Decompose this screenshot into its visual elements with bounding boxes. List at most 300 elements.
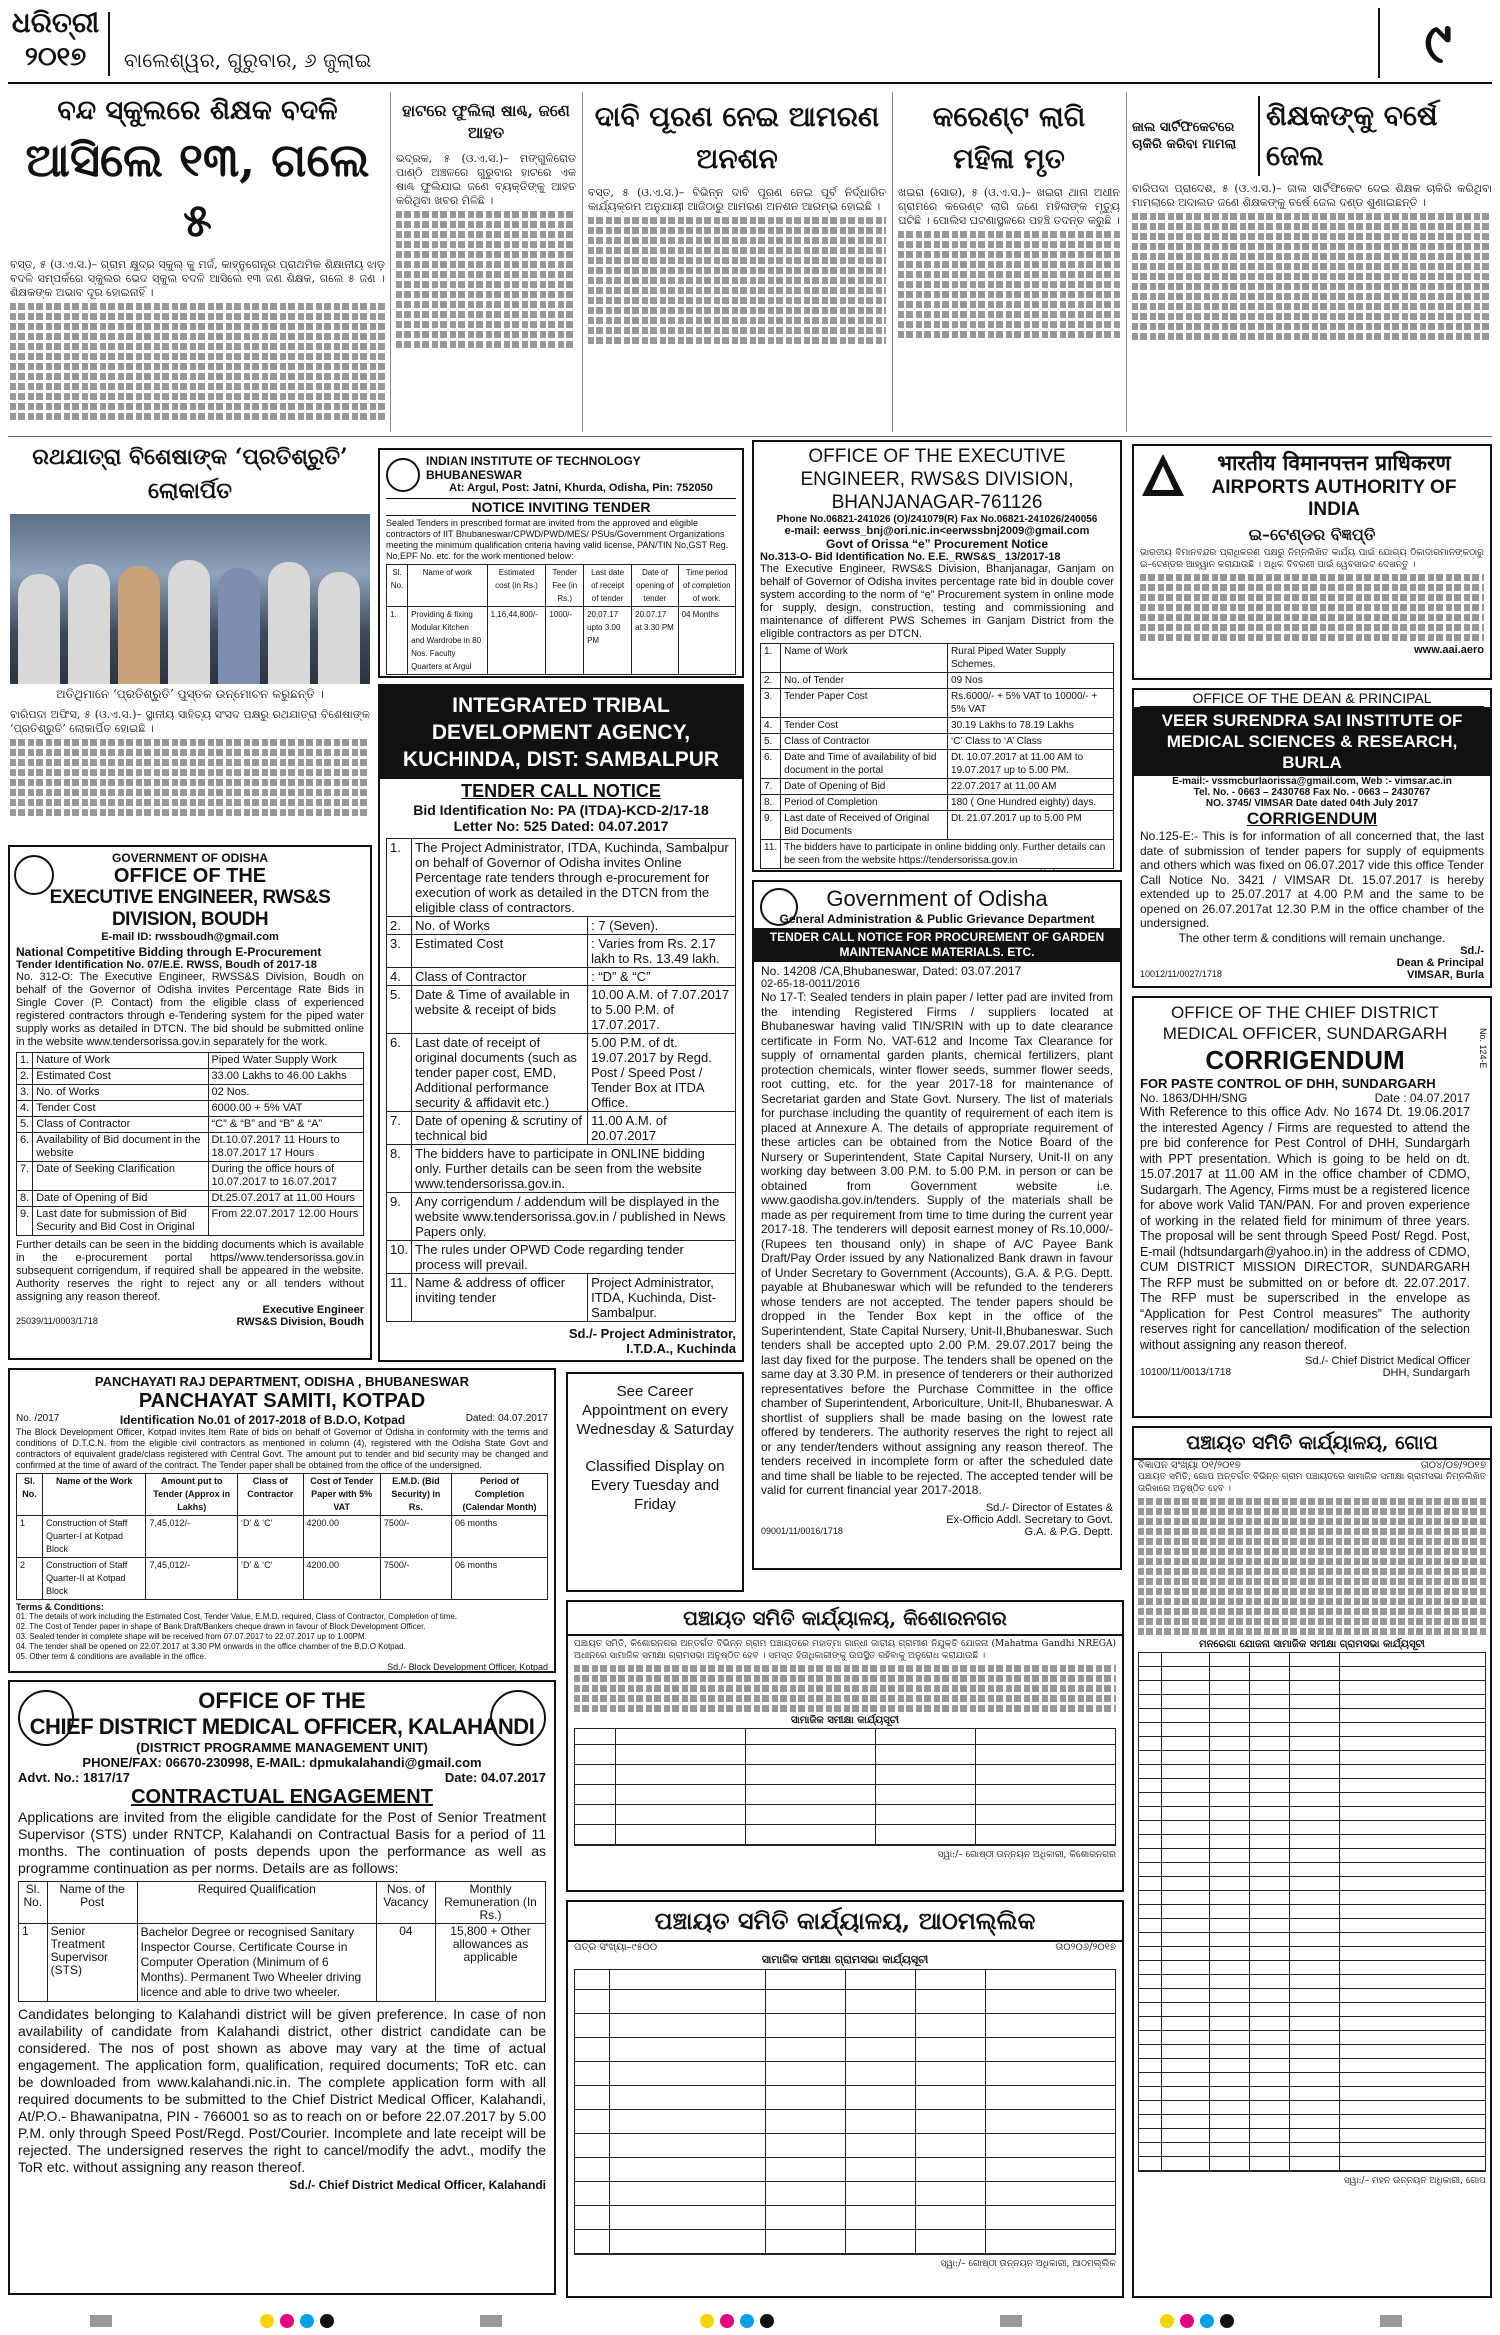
ad-advt-no: Advt. No.: 1817/17 [18,1770,130,1785]
story-electrocution [898,96,1120,436]
table-cell: 8. [761,795,781,811]
table-cell: ‘D’ & ‘C’ [238,1558,304,1600]
ad-office: OFFICE OF THE [198,1688,366,1713]
table-cell: Rs.6000/- + 5% VAT to 10000/- + 5% VAT [948,689,1114,718]
table-cell: Amount put to Tender (Approx in Lakhs) [146,1474,238,1516]
ad-no: ବିଜ୍ଞାପନ ସଂଖ୍ୟା ୦୧/୨୦୧୭ [1138,1460,1241,1471]
ad-rwss-boudh [8,845,372,1360]
ad-kotpad [8,1368,556,1673]
ad-sign3: VIMSAR, Burla [1406,968,1484,981]
table-cell: Date of Opening of Bid [33,1191,208,1207]
table-cell: Name of Work [781,644,948,673]
table-cell: No. of Works [33,1085,208,1101]
table-cell: 3. [387,935,412,968]
story-hunger-strike [588,96,886,436]
ad-tel: Tel. No. - 0663 – 2430768 Fax No. - 0663 – 2430767 [1193,787,1431,798]
table-cell: 5. [761,734,781,750]
table-cell: 3. [761,689,781,718]
ad-sign2: I.T.D.A., Kuchinda [626,1341,736,1356]
ad-ident: Identification No.01 of 2017-2018 of B.D.O, Kotpad [119,1413,406,1427]
table-cell: 2. [761,673,781,689]
aai-logo-icon [1140,452,1186,498]
table-cell: Any corrigendum / addendum will be displayed in the website www.tendersorissa.gov.in / published in News Papers only. [412,1193,736,1241]
column-divider [582,92,583,432]
ad-phone: PHONE/FAX: 06670-230998, E-MAIL: dpmukalahandi@gmail.com [82,1755,482,1770]
ad-footer: Candidates belonging to Kalahandi district will be given preference. In case of non availability of candidate from Kalahandi district, other district candidate can be considered. The nos of post shown as above may vary at the time of actual engagement. The application form, qualification, required documents; ToR etc. can be downloaded from www.kalahandi.nic.in. The complete application form with all required documents to be submitted to the Chief District Medical Officer, Kalahandi, At/P.O.- Bhawanipatna, PIN - 766001 so as to reach on or before 22.07.2017 by 5.00 P.M. only through Speed Post/Regd. Post/Courier. Incomplete and late receipt will be rejected. The undersigned reserves the right to cancel/modify the advt., modify the ToR etc. without assigning any reason thereof. [18,2006,546,2175]
ad-office: OFFICE OF THE [113,865,267,887]
table-cell: Last date of receipt of original documents (such as tender paper cost, EMD, Additional performance security & affidavit etc.) [412,1034,588,1112]
ad-date: Date : 04.07.2017 [1374,1091,1470,1105]
ad-title: VEER SURENDRA SAI INSTITUTE OF MEDICAL SCIENCES & RESEARCH, BURLA [1134,707,1490,776]
story-body-continued [898,231,1120,338]
ad-file-ref: 02-65-18-0011/2016 [761,978,860,990]
ad-office: OFFICE OF THE DEAN & PRINCIPAL [1140,690,1484,707]
ad-details-table [16,1052,364,1236]
ad-heading: CORRIGENDUM [1246,809,1378,828]
story-body: ବାରିପଦା ଅଫିସ, ୫ (ଓ.ଏ.ସ.)– ସ୍ଥାନୀୟ ସାହିତ୍ୟ ସଂସଦ ପକ୍ଷରୁ ରଥଯାତ୍ରା ବିଶେଷାଙ୍କ ‘ପ୍ରତିଶ୍ରୁତି’ ଲୋକାର୍ପିତ ହୋଇଛି । [10,708,370,735]
ad-title: Government of Odisha [826,886,1048,911]
table-cell: The bidders have to participate in online bidding only. Further details can be seen from the website https://tendersorissa.gov.in [781,840,1114,869]
story-body-continued [588,217,886,344]
table-cell: Sl. No. [19,1882,48,1924]
table-cell: Estimated cost (in Rs.) [487,565,546,607]
table-cell: Time period of completion of work. [678,565,735,607]
table-cell: ‘D’ & ‘C’ [238,1516,304,1558]
table-cell: 11.00 A.M. of 20.07.2017 [588,1112,736,1145]
table-cell: Bachelor Degree or recognised Sanitary Inspector Course. Certificate Course in Computer Operation (Minimum of 6 Months). Permanent Two Wheeler driving licence and able to drive two wheeler. [137,1924,376,2002]
table-cell: ‘C’ Class to ‘A’ Class [948,734,1114,750]
table-cell: 30.19 Lakhs to 78.19 Lakhs [948,718,1114,734]
ad-date: Date: 04.07.2017 [444,1770,546,1785]
ad-body2: The other term & conditions will remain unchange. [1178,930,1446,945]
table-cell: Period of Completion (Calendar Month) [452,1474,548,1516]
ad-ga-department [752,880,1122,1570]
story-headline: ଆସିଲେ ୧୩, ଗଲେ ୫ [25,133,370,247]
table-cell: 9. [387,1193,412,1241]
ad-notice: TENDER CALL NOTICE [461,781,661,801]
ad-govt: Govt of Orissa “e” Procurement Notice [825,537,1049,551]
ad-terms [16,1612,548,1662]
ad-details-table [760,643,1114,869]
story-headline: କରେଣ୍ଟ ଲାଗି ମହିଳା ମୃତ [932,100,1086,175]
page-number-divider [1378,8,1380,78]
story-kicker: ହାଟରେ ଫୁଲିଲା ଷାଣ୍ଢ, ଜଣେ ଆହତ [402,101,570,142]
table-cell: Nature of Work [33,1053,208,1069]
ad-title: OFFICE OF THE EXECUTIVE ENGINEER, RWS&S DIVISION, BHANJANAGAR-761126 [800,446,1074,513]
story-headline: ଶିକ୍ଷକଙ୍କୁ ବର୍ଷେ ଜେଲ [1258,96,1492,176]
table-cell: “C” & “B” and “B” & “A” [208,1117,363,1133]
ad-sign: Sd./- Chief District Medical Officer [1305,1355,1470,1367]
ad-body: ପଞ୍ଚାୟତ ସମିତି, ଗୋପ ଅନ୍ତର୍ଗତ ବିଭିନ୍ନ ଗ୍ରାମ ପଞ୍ଚାୟତରେ ସାମାଜିକ ସମୀକ୍ଷା ଗ୍ରାମସଭା ନିମ୍ନଲିଖିତ ତାରିଖରେ ଅନୁଷ୍ଠିତ ହେବ । [1138,1472,1486,1494]
table-cell: Project Administrator, ITDA, Kuchinda, Dist- Sambalpur. [588,1274,736,1322]
table-cell: 9. [761,811,781,840]
story-photo [10,514,370,684]
ad-body: No 17-T: Sealed tenders in plain paper / letter pad are invited from the intending Registered Firms / suppliers located at Bhubaneswar having valid TIN/SRIN with up to date clearance certificate in Form No. VAT-612 and Income Tax Clearance for supply of ornamental garden plants, chemical fertilizers, plant protection chemicals, winter flower seeds, summer flower seeds, root cutting, etc. for the year 2017-18 for maintenance of Secretariat garden and State Govt. Nursery. The list of materials for purchase including the quantity of requirement of each item is placed at Annexure A. The details of appropriate requirement of these articles can be obtained from the Notice Board of the Nursery or Superintendent, State Capital Nursery, Unit-II on any working day between 3.00 P.M. to 5.00 P.M. in person or can be obtained from Government website i.e. www.gaodisha.gov.in/tenders. Supply of the materials shall be made as per requirement from time to time during the current year 2017-18. The tenderers will deposit earnest money of Rs.10,000/- (Rupees ten thousand only) in shape of A/C Payee Bank Draft/Pay Order issued by any Nationalized Bank drawn in favour of Under Secretary to Government (Accounts), G.A. & P.G. Deptt. payable at Bhubaneswar which will be refunded to the tenderers whose tenders are not accepted. The tender papers should be dropped in the Tender Box kept in the office of the Superintendent, State Capital Nursery, Unit-II,Bhubaneswar. Such tenders shall be accepted upto 2.00 P.M. 29.07.2017 being the last day fixed for the purpose. The tenders shall be opened on the same day at 3.30 P.M. in presence of tenderers or their authorized representatives before the Purchase Committee in the office chamber of Superintendent, Arboriculture, Unit-II, Bhubaneswar. A shortlist of suppliers shall be made basing on the lowest rate offered by tenderers. The authority reserves the right to reject all or any tender/tenders without assigning any reason thereof. The tenders received in incomplete form or after the scheduled date and time shall be liable to be rejected. The accepted tender will be valid for current financial year 2017-2018. [761,990,1113,1497]
table-cell: Name of the Post [47,1882,137,1924]
story-body-continued [10,739,370,816]
ad-footer: Further details can be seen in the bidding documents which is available in the e-procurement portal https//www.tendersorissa.gov.in subsequent corrigendum, if required shall be appeared in the website. Authority reserves the right to reject any or all tenders without assigning any reason thereof. [16,1239,364,1303]
ad-notice: TENDER CALL NOTICE FOR PROCUREMENT OF GARDEN MAINTENANCE MATERIALS. ETC. [754,928,1120,962]
ad-no: No. 14208 /CA,Bhubaneswar, Dated: 03.07.2017 [761,964,1022,978]
table-cell: 7. [387,1112,412,1145]
masthead-rule [8,82,1492,84]
ad-dept: General Administration & Public Grievance Department [779,912,1095,926]
table-cell: Date of Opening of Bid [781,779,948,795]
table-cell: 09 Nos [948,673,1114,689]
table-cell: 03. Sealed tender in complete shape will be received from 07.07.2017 to 22.07.2017 up to 1.00PM. [16,1632,367,1641]
ad-sign3: G.A. & P.G. Deptt. [1024,1525,1113,1538]
ad-sign: Sd./- [1460,944,1484,957]
table-cell: 20.07.17 at 3.30 PM [632,607,678,675]
emblem-icon [14,855,54,895]
table-cell: 3. [17,1085,33,1101]
story-teacher-transfer [10,92,385,432]
ad-ref: 25039/11/0003/1718 [16,1316,98,1326]
table-cell: : 7 (Seven). [588,917,736,935]
story-body-continued [396,211,576,348]
table-cell: Estimated Cost [412,935,588,968]
table-cell: Estimated Cost [33,1069,208,1085]
story-headline: ରଥଯାତ୍ରା ବିଶେଷାଙ୍କ ‘ପ୍ରତିଶ୍ରୁତି’ ଲୋକାର୍ପିତ [32,444,348,504]
ad-sign: ସ୍ୱା:/– ଗୋଷ୍ଠୀ ଉନ୍ନୟନ ଅଧିକାରୀ, ଆଠମଲ୍ଲିକ [940,2259,1116,2269]
ad-footer [386,677,736,678]
ad-body-continued [574,1665,1116,1712]
ad-body: Sealed Tenders in prescribed format are invited from the approved and eligible contractors of IIT Bhubaneswar/CPWD/PWD/MES/ PSUs/Government Organizations meeting the minimum qualification criteria having valid license, PAN/TIN No,GST Reg. No,EPF No. etc. for the work mentioned below: [386,518,729,561]
table-cell: Name & address of officer inviting tender [412,1274,588,1322]
ad-govt: GOVERNMENT OF ODISHA [111,851,268,865]
table-cell: 2. [387,917,412,935]
table-cell: 6000.00 + 5% VAT [208,1101,363,1117]
table-cell: 8. [17,1191,33,1207]
table-cell: Required Qualification [137,1882,376,1924]
classified-line: Classified Display on Every Tuesday and Friday [585,1458,725,1513]
ad-sign: Sd./- Project Administrator, [568,1326,736,1341]
table-cell: 05. Other term & conditions are available in the office. [16,1652,207,1661]
ad-bid-id: No.313-O- Bid Identification No. E.E._RWS&S_ 13/2017-18 [760,551,1061,563]
ad-airports-authority [1132,444,1492,680]
story-body-continued [10,303,385,420]
ad-date: ତା୦୪/୦୭/୨୦୧୭ [1420,1460,1486,1471]
table-cell: Name of work [408,565,488,607]
ad-sign: ସ୍ୱା:/– ଗୋଷ୍ଠୀ ଉନ୍ନୟନ ଅଧିକାରୀ, କିଶୋରନଗର [937,1850,1116,1860]
table-cell: 4. [387,968,412,986]
ad-heading: CONTRACTUAL ENGAGEMENT [131,1786,433,1808]
ad-sign [760,869,1114,872]
ad-rwss-bhanjanagar [752,440,1122,872]
ad-title: EXECUTIVE ENGINEER, RWS&S DIVISION, BOUDH [49,887,331,930]
table-cell: Last date for submission of Bid Security and Bid Cost in Original [33,1207,208,1236]
table-cell: Name of the Work [43,1474,146,1516]
table-cell: 5. [387,986,412,1034]
table-cell: 33.00 Lakhs to 46.00 Lakhs [208,1069,363,1085]
table-cell: 9. [17,1207,33,1236]
table-cell: No. of Tender [781,673,948,689]
schedule-table [574,1728,1116,1846]
table-cell: Rural Piped Water Supply Schemes. [948,644,1114,673]
ad-sign: Executive Engineer [262,1304,364,1316]
ad-body-continued [1140,574,1484,641]
table-cell: 1. [17,1053,33,1069]
ad-title: AIRPORTS AUTHORITY OF INDIA [1211,477,1457,520]
ad-date: ତା୦୨୦୬/୨୦୧୭ [1055,1942,1116,1953]
table-cell: Class of Contractor [781,734,948,750]
masthead-divider [108,12,110,76]
story-body: ବାରିପଦା ପ୍ରାଦେଶ, ୫ (ଓ.ଏ.ସ.)– ଜାଲ ସାର୍ଟିଫିକେଟ ଦେଇ ଶିକ୍ଷକ ଚାକିରି କରିଥିବା ମାମଲାରେ ଅଦାଲତ ଜଣେ ଶିକ୍ଷକଙ୍କୁ ବର୍ଷେ ଜେଲ ଦଣ୍ଡ ଶୁଣାଇଛନ୍ତି । [1132,182,1492,209]
table-cell: Period of Completion [781,795,948,811]
ad-career-box [566,1372,744,1592]
story-kicker: ଜାଲ ସାର୍ଟିଫିକେଟରେ ଚାକିରି କରିବା ମାମଲା [1132,120,1237,152]
table-cell: 5. [17,1117,33,1133]
emblem-icon [760,888,798,926]
ad-subject: FOR PASTE CONTROL OF DHH, SUNDARGARH [1140,1076,1436,1091]
table-cell: 1000/- [546,607,584,675]
table-cell: Construction of Staff Quarter-I at Kotpad Block [43,1516,146,1558]
ad-cdmo-sundargarh [1132,996,1492,1418]
iit-logo-icon [386,458,420,492]
table-cell: 7500/- [380,1516,451,1558]
ad-email: E-mail ID: rwssboudh@gmail.com [101,931,279,943]
ad-work-table [386,564,736,675]
ad-title: ପଞ୍ଚାୟତ ସମିତି କାର୍ଯ୍ୟାଳୟ, ଆଠମଲ୍ଲିକ [568,1902,1122,1942]
ad-title: OFFICE OF THE CHIEF DISTRICT MEDICAL OFFICER, SUNDARGARH [1162,1003,1448,1043]
table-cell: The Project Administrator, ITDA, Kuchinda, Sambalpur on behalf of Governor of Odisha invites Online Percentage rate tenders through e-procurement for execution of work as detailed in the DTCN from the eligible class of contractors. [412,839,736,917]
table-cell: During the office hours of 10.07.2017 to 16.07.2017 [208,1162,363,1191]
table-cell: 1. [761,644,781,673]
table-cell: 180 ( One Hundred eighty) days. [948,795,1114,811]
column-divider [390,92,391,432]
story-bull-attack [396,100,576,440]
table-cell: 4. [761,718,781,734]
nhm-logo-icon [490,1690,546,1746]
table-cell: Dt. 10.07.2017 at 11.00 AM to 19.07.2017 up to 5.00 PM. [948,750,1114,779]
ad-title: ପଞ୍ଚାୟତ ସମିତି କାର୍ଯ୍ୟାଳୟ, କିଶୋରନଗର [568,1602,1122,1636]
ad-post-table [18,1881,546,2002]
ad-body-continued [1138,1498,1486,1635]
ad-title: INDIAN INSTITUTE OF TECHNOLOGY BHUBANESWAR [426,454,641,482]
ad-body: No. 312-O: The Executive Engineer, RWSS&S Division, Boudh on behalf of the Governor of Odisha invites Percentage Rate Bids in Single Cover (P. Contact) from the eligible class of experienced registered contractors through e-Tendering system for the piped water supply works as detailed in DTCN. The bid should be submitted online in the website www.tendersorissa.gov.in separately for the work. [16,971,364,1048]
table-cell: 6. [761,750,781,779]
schedule-table [1138,1652,1486,2172]
table-cell: Class of Contractor [412,968,588,986]
table-cell: Monthly Remuneration (In Rs.) [436,1882,546,1924]
table-cell: 5.00 P.M. of dt. 19.07.2017 by Regd. Post / Speed Post / Tender Box at ITDA Office. [588,1034,736,1112]
paper-name: ଧରିତ୍ରୀ [11,6,100,39]
table-cell: 01. The details of work including the Estimated Cost, Tender Value, E.M.D. required, Class of Contractor, Completion of time. [16,1612,458,1621]
ad-phone: Phone No.06821-241026 (O)/241079(R) Fax No.06821-241026/240056 [776,514,1098,525]
table-cell: 6. [17,1133,33,1162]
ad-sign: Sd./- Chief District Medical Officer, Kalahandi [289,2178,546,2192]
ad-title: PANCHAYAT SAMITI, KOTPAD [138,1390,426,1412]
table-cell: Tender Cost [781,718,948,734]
table-cell: Availability of Bid document in the website [33,1133,208,1162]
story-kicker: ବନ୍ଦ ସ୍କୁଲରେ ଶିକ୍ଷକ ବଦଳି [57,95,338,126]
ad-ref: 10100/11/0013/1718 [1140,1367,1232,1378]
table-cell: Sl. No. [17,1474,43,1516]
ad-sign2: DHH, Sundargarh [1382,1367,1470,1379]
ad-tender-id: Tender Identification No. 07/E.E. RWSS, Boudh of 2017-18 [16,959,317,971]
ad-vimsar-burla [1132,688,1492,988]
ad-ref: 10012/11/0027/1718 [1140,968,1222,979]
table-cell: Cost of Tender Paper with 5% VAT [303,1474,380,1516]
table-cell: 1. [387,607,408,675]
table-cell: 4200.00 [303,1516,380,1558]
ad-email: E-mail:- vssmcburlaorissa@gmail.com, Web :- vimsar.ac.in [1172,776,1452,787]
table-cell: Dt.25.07.2017 at 11.00 Hours [208,1191,363,1207]
table-cell: Senior Treatment Supervisor (STS) [47,1924,137,2002]
ad-ps-gop [1132,1426,1492,2298]
ad-body: No.125-E:- This is for information of all concerned that, the last date of submission of tender papers for supply of equipments and others which was fixed on 06.07.2017 vide this office Tender Call Notice No. 3421 / VIMSAR Dt. 15.07.2017 is hereby extended up to 25.07.2017 at 4.00 P.M and the same to be opened on 26.07.2017at 12.30 P.M in the office chamber of the undersigned. [1140,829,1484,930]
ad-hindi-title: भारतीय विमानपत्तन प्राधिकरण [1217,450,1451,475]
ad-iit-bhubaneswar [378,448,744,678]
table-cell: 10.00 A.M. of 7.07.2017 to 5.00 P.M. of 17.07.2017. [588,986,736,1034]
story-body-continued [1132,213,1492,340]
table-cell: 20.07.17 upto 3.00 PM [584,607,632,675]
ad-no: No. 1863/DHH/SNG [1140,1091,1248,1105]
story-body: ଭଦ୍ରକ, ୫ (ଓ.ଏ.ସ.)– ମଙ୍ଗୁଳିରୋଡ ପାଣ୍ଠି ଅଞ୍ଚଳରେ ଗୁରୁବାର ହାଟରେ ଏକ ଷାଣ୍ଢ ଫୁଲିଯାଇ ଜଣେ ବ୍ୟକ୍ତିଙ୍କୁ ଆହତ କରିଥିବା ଖବର ମିଳିଛି । [396,152,576,207]
ad-sign2: Ex-Officio Addl. Secretary to Govt. [946,1513,1113,1526]
table-cell: The rules under OPWD Code regarding tender process will prevail. [412,1241,736,1274]
table-cell: 7500/- [380,1558,451,1600]
table-cell: 02 Nos. [208,1085,363,1101]
table-cell: : “D” & “C” [588,968,736,986]
ad-sign2: RWS&S Division, Boudh [236,1316,364,1328]
ad-table-title: ସାମାଜିକ ସମୀକ୍ଷା କାର୍ଯ୍ୟସୂଚୀ [790,1715,900,1726]
table-cell: No. of Works [412,917,588,935]
story-headline: ଦାବି ପୂରଣ ନେଇ ଆମରଣ ଅନଶନ [594,100,880,175]
ad-letter: Letter No: 525 Dated: 04.07.2017 [453,818,669,834]
ad-unit: (DISTRICT PROGRAMME MANAGEMENT UNIT) [136,1740,428,1755]
table-cell: 11. [387,1274,412,1322]
ad-address: At: Argul, Post: Jatni, Khurda, Odisha, Pin: 752050 [449,482,713,494]
table-cell: E.M.D. (Bid Security) in Rs. [380,1474,451,1516]
table-cell: 7,45,012/- [146,1516,238,1558]
ad-ps-athamallik [566,1900,1124,2298]
masthead [8,6,1492,80]
story-body: ବସ୍ତ, ୫ (ଓ.ଏ.ସ.)– ବିଭିନ୍ନ ଦାବି ପୂରଣ ନେଇ ପୂର୍ବ ନିର୍ଦ୍ଧାରିତ କାର୍ଯ୍ୟକ୍ରମ ଅନୁଯାୟୀ ଆଜିଠାରୁ ଆମରଣ ଅନଶନ ଆରମ୍ଭ ହୋଇଛି । [588,186,886,213]
table-cell: 4200.00 [303,1558,380,1600]
ad-body: The Executive Engineer, RWS&S Division, Bhanjanagar, Ganjam on behalf of Governor of Odisha invites percentage rate bid in double cover system according to the norm of “e” Procurement system in online mode for supply, design, construction, testing and commissioning and maintenance of different PWS Schemes in Ganjam District from the eligible contractors as per DTCN. [760,563,1114,640]
table-cell: Class of Contractor [238,1474,304,1516]
story-rathayatra [10,440,370,835]
ad-subtitle: ଇ–ଟେଣ୍ଡର ବିଜ୍ଞପ୍ତି [1248,525,1376,544]
table-cell: 10. [387,1241,412,1274]
ad-table-title: ସାମାଜିକ ସମୀକ୍ଷା ଗ୍ରାମସଭା କାର୍ଯ୍ୟସୂଚୀ [761,1953,929,1966]
table-cell: Date of Seeking Clarification [33,1162,208,1191]
table-cell: 8. [387,1145,412,1193]
story-body: ଖଇରା (ସୋର), ୫ (ଓ.ଏ.ସ.)– ଖଇରା ଥାନା ଅଧୀନ ଗ୍ରାମରେ କରେଣ୍ଟ ଲାଗି ଜଣେ ମହିଳାଙ୍କ ମୃତ୍ୟୁ ଘଟିଛି । ପୋଲିସ ଘଟଣାସ୍ଥଳରେ ପହଞ୍ଚି ତଦନ୍ତ କରୁଛି । [898,186,1120,227]
table-cell: Tender Paper Cost [781,689,948,718]
table-cell: Date of opening of tender [632,565,678,607]
table-cell: Date of opening & scrutiny of technical bid [412,1112,588,1145]
table-cell: 7,45,012/- [146,1558,238,1600]
table-cell: Dt.10.07.2017 11 Hours to 18.07.2017 17 Hours [208,1133,363,1162]
table-cell: The bidders have to participate in ONLINE bidding only. Further details can be seen from the website www.tendersorissa.gov.in. [412,1145,736,1193]
table-cell: Dt. 21.07.2017 up to 5.00 PM [948,811,1114,840]
ad-sign: Sd./- Director of Estates & [985,1501,1113,1514]
ad-details-table [386,838,736,1322]
table-cell: 7. [761,779,781,795]
ad-no: NO. 3745/ VIMSAR Date dated 04th July 2017 [1205,798,1419,809]
table-cell: Date and Time of availability of bid document in the portal [781,750,948,779]
ad-website: www.aai.aero [1414,644,1484,656]
ad-body: The Block Development Officer, Kotpad invites Item Rate of bids on behalf of Governor of Odisha in conformity with the terms and conditions of D.T.C.N. from the eligible civil contractors as mentioned in column (4), registered with the Odisha State Govt and contractors of equivalent grade/class registered with Central Govt. The amount put to tender and bid security may be changed and confirmed at the time of award of the contract. The Tender paper shall be obtained from the office of the undersigned. [16,1427,548,1470]
table-cell: Last date of Received of Original Bid Documents [781,811,948,840]
table-cell: 1. [387,839,412,917]
table-cell: Nos. of Vacancy [376,1882,435,1924]
ad-no: No. /2017 [16,1413,60,1424]
ad-bid-id: Bid Identification No: PA (ITDA)-KCD-2/17-18 [413,802,709,818]
ad-body: ଭାରତୀୟ ବିମାନବନ୍ଦର ପ୍ରାଧିକରଣ ପକ୍ଷରୁ ନିମ୍ନଲିଖିତ କାର୍ଯ୍ୟ ପାଇଁ ଯୋଗ୍ୟ ଠିକାଦାରମାନଙ୍କଠାରୁ ଇ–ଟେଣ୍ଡର ଆହ୍ୱାନ କରାଯାଉଛି । ଅଧିକ ବିବରଣୀ ପାଇଁ ୱେବସାଇଟ ଦେଖନ୍ତୁ । [1140,548,1484,570]
ad-title: CHIEF DISTRICT MEDICAL OFFICER, KALAHANDI [29,1714,535,1739]
ad-body: With Reference to this office Adv. No 1674 Dt. 19.06.2017 the interested Agency / Firms are requested to attend the pre bid conference for Pest Control of DHH, Sundargarh with PPT presentation. Which is going to be held on dt. 15.07.2017 at 11.00 AM in the office chamber of CDMO, Sudargarh. The Agency, Firms must be a registered licence for above work Valid TAN/PAN. For and proven experience of working in the related field for minimum of three years. The proposal will be sent through Speed Post/ Regd. Post, E-mail (hdtsundargarh@yahoo.in) in the address of CDMO, CUM DISTRICT MISSION DIRECTOR, SUNDARGARH The RFP must be submitted on or before dt. 22.07.2017. The RFP must be superscribed in the envelope as “Application for Pest Control measures” The authority reserves right for cancellation/ modification of the selection without assigning any reason thereof. [1140,1105,1470,1352]
table-cell: 1 [19,1924,48,2002]
table-cell: Date & Time of available in website & receipt of bids [412,986,588,1034]
ad-body: ପଞ୍ଚାୟତ ସମିତି, କିଶୋରନଗର ଅନ୍ତର୍ଗତ ବିଭିନ୍ନ ଗ୍ରାମ ପଞ୍ଚାୟତରେ ମହାତ୍ମା ଗାନ୍ଧୀ ଜାତୀୟ ଗ୍ରାମୀଣ ନିଯୁକ୍ତି ଯୋଜନା (Mahatma Gandhi NREGA) ଅଧୀନରେ ସାମାଜିକ ସମୀକ୍ଷା ଗ୍ରାମସଭା ଅନୁଷ୍ଠିତ ହେବ । ସମସ୍ତ ହିତାଧିକାରୀଙ୍କୁ ଉପସ୍ଥିତ ରହିବାକୁ ଅନୁରୋଧ କରାଯାଉଛି । [574,1639,1116,1661]
ad-side-number: No. 124-E [1478,1028,1488,1069]
ad-ref: 09001/11/0016/1718 [761,1525,843,1536]
story-teacher-jail [1132,96,1492,436]
career-line: See Career Appointment on every Wednesday & Saturday [576,1383,734,1438]
ad-sign: Sd./- Block Development Officer, Kotpad [387,1662,548,1672]
ad-table-title: ମନରେଗା ଯୋଜନା ସାମାଜିକ ସମୀକ୍ଷା ଗ୍ରାମସଭା କାର୍ଯ୍ୟସୂଚୀ [1199,1639,1425,1650]
ad-subtitle: National Competitive Bidding through E-Procurement [16,945,322,959]
section-rule [8,436,1492,437]
schedule-table [574,1969,1116,2255]
table-cell: Class of Contractor [33,1117,208,1133]
table-cell: Tender Fee (in Rs.) [546,565,584,607]
table-cell: Providing & fixing Modular Kitchen and Wardrobe in 80 Nos. Faculty Quarters at Argul [408,607,488,675]
ad-terms-title: Terms & Conditions: [16,1602,104,1612]
ad-dept: PANCHAYATI RAJ DEPARTMENT, ODISHA , BHUBANESWAR [94,1374,470,1389]
page-number: ୯ [1424,10,1452,76]
ad-title: INTEGRATED TRIBAL DEVELOPMENT AGENCY, KUCHINDA, DIST: SAMBALPUR [380,686,742,779]
ad-heading: CORRIGENDUM [1205,1045,1405,1075]
ad-ps-kishorenagar [566,1600,1124,1892]
table-cell: 2. [17,1069,33,1085]
ad-works-table [16,1473,548,1600]
ad-email: e-mail: eerwss_bnj@ori.nic.in<eerwssbnj2009@gmail.com [784,525,1090,537]
column-divider [892,92,893,432]
ad-itda-kuchinda [378,684,744,1362]
ad-sign: ସ୍ୱା:/– ମହନ ଉନ୍ନୟନ ଅଧିକାରୀ, ଗୋପ [1343,2176,1486,2186]
ad-notice: NOTICE INVITING TENDER [386,498,736,516]
table-cell: 2 [17,1558,43,1600]
paper-year: ୨୦୧୭ [24,42,87,72]
emblem-icon [18,1690,74,1746]
table-cell: Construction of Staff Quarter-II at Kotpad Block [43,1558,146,1600]
table-cell: 4. [17,1101,33,1117]
ad-date: Dated: 04.07.2017 [465,1413,548,1424]
ad-body: Applications are invited from the eligible candidate for the Post of Senior Treatment Supervisor (STS) under RNTCP, Kalahandi on Contractual Basis for a period of 11 months. The continuation of posts depends upon the performance as well as programme continuation as per norms. Details are as follows: [18,1809,546,1876]
table-cell: 1,16,44,800/- [487,607,546,675]
table-cell: 06 months [452,1516,548,1558]
table-cell: 7. [17,1162,33,1191]
table-cell: 6. [387,1034,412,1112]
table-cell: 15,800 + Other allowances as applicable [436,1924,546,2002]
table-cell: Sl. No. [387,565,408,607]
ad-no: ପତ୍ର ସଂଖ୍ୟା–୯୫୦୦ [574,1942,658,1953]
table-cell: Last date of receipt of tender [584,565,632,607]
table-cell: 04 Months [678,607,735,675]
story-body: ବସ୍ତ, ୫ (ଓ.ଏ.ସ.)– ଗ୍ରାମ କ୍ଷୁଦ୍ର ସ୍କୁଲ୍ କୁ ମର୍ଜ, କାହ୍ନୁଗେନ୍ତ୍ର ପ୍ରାଥମିକ ଶିକ୍ଷାନୀୟ ଝାଡ଼ ବଦଳି ସମ୍ପର୍କରେ ସ୍କୁଲର ଭେଦ ସ୍କୁଲ ବଦଳି ଆସିଲେ ୧୩ ଜଣ ଶିକ୍ଷକ, ଗଲେ ୫ ଜଣ । ଶିକ୍ଷକଙ୍କ ଅଭାବ ଦୂର ହୋଇନାହିଁ । [10,258,385,299]
table-cell: 06 months [452,1558,548,1600]
photo-caption: ଅତିଥିମାନେ ‘ପ୍ରତିଶ୍ରୁତି’ ପୁସ୍ତକ ଉନ୍ମୋଚନ କରୁଛନ୍ତି । [56,687,324,701]
table-cell: From 22.07.2017 12.00 Hours [208,1207,363,1236]
table-cell: 04 [376,1924,435,2002]
table-cell: Tender Cost [33,1101,208,1117]
table-cell: 04. The tender shall be opened on 22.07.2017 at 3.30 PM onwards in the office chamber of the B.D.O Kotpad. [16,1642,406,1651]
column-divider [1126,92,1127,432]
